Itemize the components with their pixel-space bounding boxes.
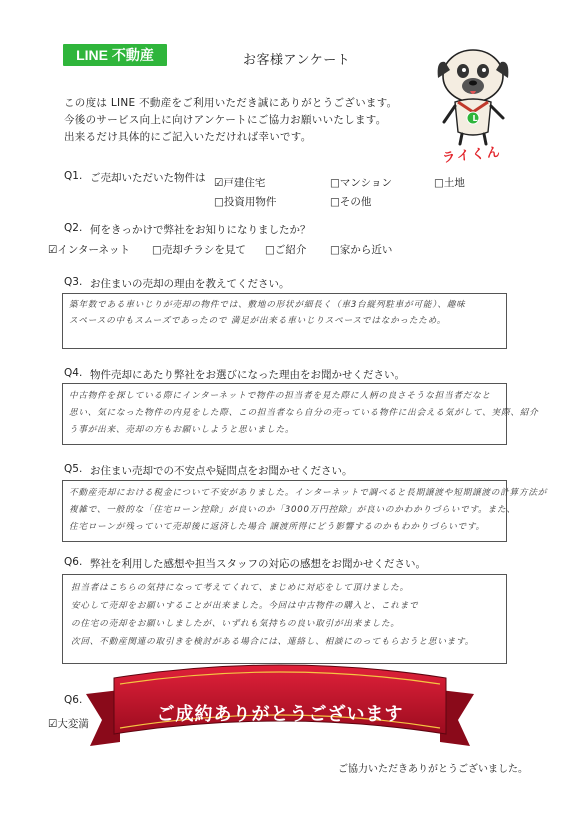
q7-option-satisfied[interactable]: ☑大変満 [48,718,89,730]
brand-logo: LINE 不動産 [63,44,167,66]
q5-answer-line: 住宅ローンが残っていて売却後に返済した場合 譲渡所得にどう影響するのかもわかりづらいです。 [69,522,485,532]
q4-answer-box[interactable] [62,383,539,445]
q3-label: Q3. [64,276,83,288]
q6-answer-line: の住宅の売却をお願いしましたが、いずれも気持ちの良い取引が出来ました。 [71,619,400,629]
q4-answer-line: う事が出来、売却の方もお願いしようと思いました。 [69,425,295,435]
q1-text: ご売却いただいた物件は [90,172,206,184]
q5-label: Q5. [64,463,83,475]
page-title: お客様アンケート [243,53,351,68]
banner-text: ご成約ありがとうございます [156,704,404,725]
q3-text: お住まいの売却の理由を教えてください。 [90,278,290,290]
q1-option-other[interactable]: □その他 [330,196,372,208]
q6-answer-line: 次回、不動産関連の取引きを検討がある場合には、連絡し、相談にのってもらおうと思います。 [71,637,475,647]
q2-text: 何をきっかけで弊社をお知りになりましたか？ [90,224,311,236]
q2-option-referral[interactable]: □ご紹介 [265,244,307,256]
q1-option-investment[interactable]: □投資用物件 [214,196,277,208]
q6-answer-line: 担当者はこちらの気持になって考えてくれて、まじめに対応をして頂けました。 [71,583,410,593]
intro-line: 出来るだけ具体的にご記入いただければ幸いです。 [64,131,312,143]
q4-answer-line: 中古物件を探している際にインターネットで物件の担当者を見た際に人柄の良さそうな担当者だなと [69,391,491,401]
q4-text: 物件売却にあたり弊社をお選びになった理由をお聞かせください。 [90,369,405,381]
q4-label: Q4. [64,367,83,379]
q6-text: 弊社を利用した感想や担当スタッフの対応の感想をお聞かせください。 [90,558,426,570]
intro-line: 今後のサービス向上に向けアンケートにご協力お願いいたします。 [64,114,387,126]
q6-answer-line: 安心して売却をお願いすることが出来ました。今回は中古物件の購入と、これまで [71,601,419,611]
q1-option-house[interactable]: ☑戸建住宅 [214,177,266,189]
q5-text: お住まい売却での不安点や疑問点をお聞かせください。 [90,465,353,477]
q3-answer-box[interactable] [62,293,507,349]
q3-answer-line: スペースの中もスムーズであったので 満足が出来る車いじりスペースではなかったため。 [69,316,447,326]
q1-option-condo[interactable]: □マンション [330,177,392,189]
mascot-dog-illustration [428,40,518,160]
q2-option-flyer[interactable]: □売却チラシを見て [152,244,246,256]
q4-answer-line: 思い、気になった物件の内見をした際、この担当者なら自分の売っている物件に出会える気がして、実際、紹介 [69,408,539,418]
q1-option-land[interactable]: □土地 [434,177,465,189]
q2-option-internet[interactable]: ☑インターネット [48,244,130,256]
q5-answer-line: 不動産売却における税金について不安がありました。インターネットで調べると長期譲渡や短期譲渡の計算方法が [69,488,548,498]
q7-label: Q6. [64,694,83,706]
q2-option-nearby[interactable]: □家から近い [330,244,393,256]
mascot-badge: L [472,114,478,123]
closing-text: ご協力いただきありがとうございました。 [338,764,528,775]
mascot-name: ライくん [441,144,503,167]
q3-answer-line: 築年数である車いじりが売却の物件では、敷地の形状が細長く（車3台縦列駐車が可能）、趣味 [69,300,466,310]
q1-label: Q1. [64,170,83,182]
q5-answer-box[interactable] [62,480,548,542]
q5-answer-line: 複雑で、一般的な「住宅ローン控除」が良いのか「3000万円控除」が良いのかわかりづらいです。また、 [69,505,516,515]
q6-label: Q6. [64,556,83,568]
q2-label: Q2. [64,222,83,234]
intro-line: この度は LINE 不動産をご利用いただき誠にありがとうございます。 [64,97,398,109]
